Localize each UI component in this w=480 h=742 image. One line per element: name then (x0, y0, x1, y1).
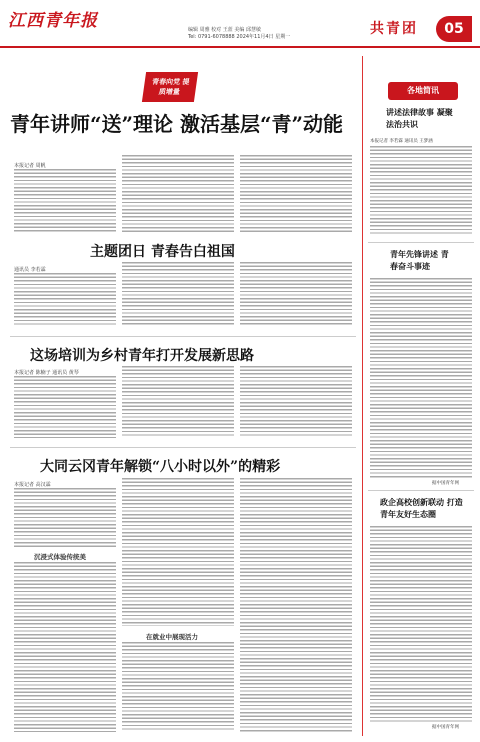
column-divider (362, 56, 363, 736)
body-text (122, 366, 234, 438)
body-text (122, 155, 234, 233)
masthead (0, 0, 480, 48)
divider (10, 447, 356, 448)
body-text (240, 262, 352, 327)
headline-main: 青年讲师“送”理论 激活基层“青”动能 (10, 112, 343, 136)
section-title: 共青团 (370, 21, 418, 37)
article-author: 本报记者 陈楠子 通讯员 黄琴 (14, 370, 79, 376)
body-text (122, 478, 234, 626)
body-text (14, 376, 116, 438)
headline-training: 这场培训为乡村青年打开发展新思路 (30, 348, 254, 364)
headline-theme-day: 主题团日 青春告白祖国 (90, 244, 235, 260)
newspaper-logo: 江西青年报 (8, 11, 98, 31)
body-text (14, 562, 116, 732)
source-label: 据中国青年网 (432, 725, 459, 730)
body-text (14, 488, 116, 548)
divider (368, 242, 474, 243)
masthead-date: Tel: 0791-6078888 2024年11月4日 星期一 (188, 34, 291, 40)
side-headline-law (386, 106, 456, 130)
article-author: 通讯员 李若霖 (14, 267, 46, 273)
side-headline-text: 青年先锋讲述 青春奋斗事迹 (390, 249, 449, 271)
kicker-badge (142, 72, 198, 102)
body-text (122, 642, 234, 732)
divider (10, 336, 356, 337)
side-headline-text: 政企高校创新联动 打造青年友好生态圈 (380, 497, 463, 519)
masthead-info: 编辑 周雅 校对 王蓝 美编 邱慧敏 (188, 27, 261, 33)
headline-datong: 大同云冈青年解锁“八小时以外”的精彩 (40, 459, 281, 475)
body-text (370, 278, 472, 478)
body-text (14, 273, 116, 327)
article-author: 本报记者 周帆 (14, 163, 46, 169)
body-text (240, 478, 352, 732)
article-author: 本报记者 高汉霖 (14, 482, 51, 488)
body-text (370, 526, 472, 722)
kicker-text: 青春向党 提质增量 (151, 78, 190, 96)
body-text (240, 366, 352, 438)
side-headline-enterprise (380, 496, 470, 520)
side-headline-pioneer (390, 248, 454, 272)
body-text (370, 146, 472, 236)
side-headline-text: 讲述法律故事 凝聚法治共识 (386, 107, 453, 129)
body-text (122, 262, 234, 327)
subheading: 沉浸式体验传统美 (34, 553, 86, 561)
side-tag: 各地简讯 (388, 82, 458, 100)
subheading: 在就业中展现活力 (146, 633, 198, 641)
body-text (240, 155, 352, 233)
source-label: 据中国青年网 (432, 481, 459, 486)
divider (368, 490, 474, 491)
body-text (14, 169, 116, 233)
page-number: 05 (436, 16, 472, 42)
article-author: 本报记者 李若霖 通讯员 王梦涵 (370, 139, 433, 144)
